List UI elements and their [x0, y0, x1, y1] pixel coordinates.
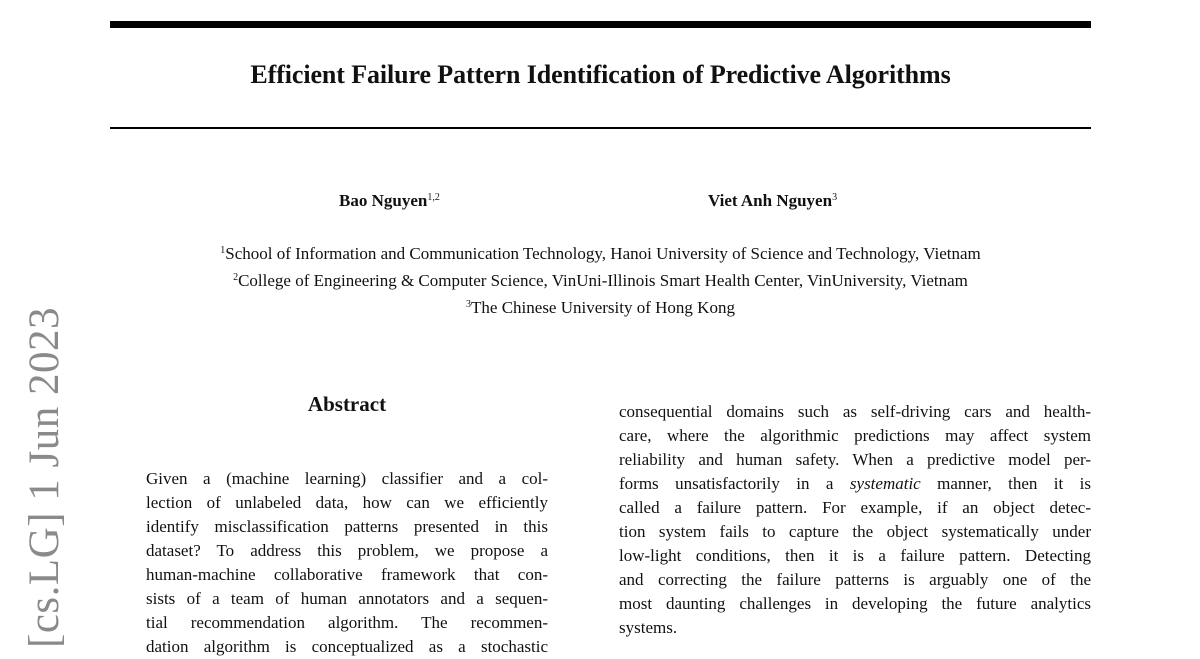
affiliation-2-num: 2	[233, 272, 239, 283]
abstract-line: lection of unlabeled data, how can we efficiently	[146, 493, 548, 512]
intro-line-4-pre: forms unsatisfactorily in a	[619, 474, 850, 493]
abstract-line: identify misclassification patterns presented in this	[146, 517, 548, 536]
affiliation-1	[110, 239, 1091, 266]
author-2-name: Viet Anh Nguyen	[708, 191, 833, 210]
affiliation-2-text: College of Engineering & Computer Science, VinUni-Illinois Smart Health Center, VinUniversity, Vietnam	[238, 271, 968, 290]
abstract-line: human-machine collaborative framework that con-	[146, 565, 548, 584]
intro-body	[619, 400, 1091, 640]
abstract-body	[146, 467, 548, 659]
title-rule	[110, 127, 1091, 129]
affiliation-1-num: 1	[220, 245, 226, 256]
intro-line: care, where the algorithmic predictions may affect system	[619, 426, 1091, 445]
affiliation-3-text: The Chinese University of Hong Kong	[471, 298, 735, 317]
intro-line: and correcting the failure patterns is arguably one of the	[619, 570, 1091, 589]
affiliation-3	[110, 293, 1091, 320]
intro-line: most daunting challenges in developing the future analytics	[619, 594, 1091, 613]
abstract-heading: Abstract	[307, 392, 387, 416]
abstract-line: tial recommendation algorithm. The recommen-	[146, 613, 548, 632]
intro-line: called a failure pattern. For example, if an object detec-	[619, 498, 1091, 517]
author-1-name: Bao Nguyen	[339, 191, 428, 210]
intro-line	[619, 472, 1091, 496]
affiliation-1-text: School of Information and Communication Technology, Hanoi University of Science and Technology, Vietnam	[225, 244, 981, 263]
abstract-line: Given a (machine learning) classifier and a col-	[146, 469, 548, 488]
author-2-affil: 3	[832, 192, 838, 203]
author-1-affil: 1,2	[427, 192, 440, 203]
affiliations	[110, 239, 1091, 320]
author-2	[708, 191, 837, 211]
intro-line: low-light conditions, then it is a failure pattern. Detecting	[619, 546, 1091, 565]
intro-line: tion system fails to capture the object systematically under	[619, 522, 1091, 541]
abstract-line: dataset? To address this problem, we propose a	[146, 541, 548, 560]
arxiv-stamp: [cs.LG] 1 Jun 2023	[21, 306, 68, 648]
affiliation-2	[110, 266, 1091, 293]
abstract-line: sists of a team of human annotators and a sequen-	[146, 589, 548, 608]
author-1	[339, 191, 440, 211]
intro-line: systems.	[619, 618, 678, 637]
intro-line: consequential domains such as self-driving cars and health-	[619, 402, 1091, 421]
top-rule	[110, 21, 1091, 28]
paper-title: Efficient Failure Pattern Identification of Predictive Algorithms	[250, 60, 951, 89]
intro-line: reliability and human safety. When a predictive model per-	[619, 450, 1091, 469]
intro-line-4-post: manner, then it is	[920, 474, 1091, 493]
abstract-line: dation algorithm is conceptualized as a stochastic	[146, 637, 548, 656]
intro-line-4-emphasis: systematic	[849, 474, 921, 493]
affiliation-3-num: 3	[466, 299, 472, 310]
